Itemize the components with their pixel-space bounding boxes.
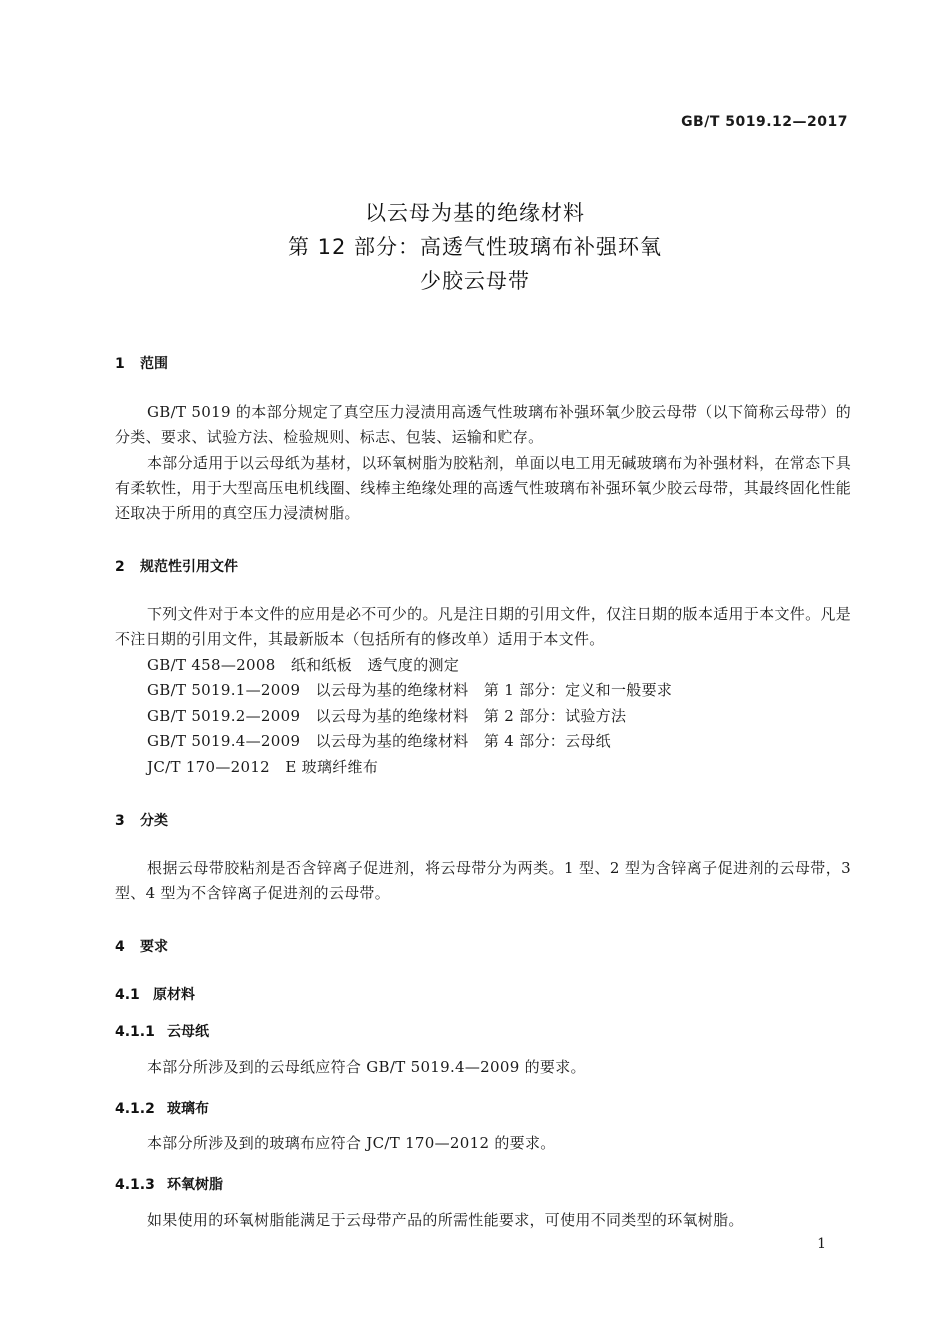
section-number: 4.1.2 (115, 1101, 155, 1117)
section-3-paragraph-1: 根据云母带胶粘剂是否含锌离子促进剂，将云母带分为两类。1 型、2 型为含锌离子促进剂的云母带，3 型、4 型为不含锌离子促进剂的云母带。 (115, 859, 851, 902)
section-title: 范围 (140, 356, 168, 372)
page-number: 1 (817, 1236, 826, 1252)
reference-item: GB/T 5019.2—2009 以云母为基的绝缘材料 第 2 部分：试验方法 (147, 707, 627, 725)
section-4-1-3-paragraph: 如果使用的环氧树脂能满足于云母带产品的所需性能要求，可使用不同类型的环氧树脂。 (147, 1211, 744, 1229)
section-1-paragraph-2: 本部分适用于以云母纸为基材，以环氧树脂为胶粘剂，单面以电工用无碱玻璃布为补强材料，在常态下具有柔软性，用于大型高压电机线圈、线棒主绝缘处理的高透气性玻璃布补强环氧少胶云母带，其最终固化性能还取决于所用的真空压力浸渍树脂。 (115, 454, 851, 522)
reference-item: GB/T 458—2008 纸和纸板 透气度的测定 (147, 656, 460, 674)
section-number: 4 (115, 939, 125, 955)
section-4-1-1-paragraph: 本部分所涉及到的云母纸应符合 GB/T 5019.4—2009 的要求。 (147, 1058, 586, 1076)
section-number: 1 (115, 356, 125, 372)
title-line-3: 少胶云母带 (420, 269, 530, 293)
section-4-1-2-paragraph: 本部分所涉及到的玻璃布应符合 JC/T 170—2012 的要求。 (147, 1134, 556, 1152)
standard-code: GB/T 5019.12—2017 (681, 114, 848, 130)
section-1-heading (115, 353, 168, 373)
section-4-1-3-heading (115, 1174, 223, 1194)
section-4-1-1-heading (115, 1021, 209, 1041)
section-title: 原材料 (153, 987, 195, 1003)
section-title: 云母纸 (167, 1024, 209, 1040)
section-4-1-heading (115, 984, 195, 1004)
title-line-2: 第 12 部分：高透气性玻璃布补强环氧 (287, 235, 663, 259)
title-line-1: 以云母为基的绝缘材料 (365, 201, 585, 225)
section-1-paragraph-1: GB/T 5019 的本部分规定了真空压力浸渍用高透气性玻璃布补强环氧少胶云母带（以下简称云母带）的分类、要求、试验方法、检验规则、标志、包装、运输和贮存。 (115, 403, 851, 446)
section-number: 4.1.1 (115, 1024, 155, 1040)
section-number: 3 (115, 813, 125, 829)
section-number: 2 (115, 559, 125, 575)
section-2-paragraph-1: 下列文件对于本文件的应用是必不可少的。凡是注日期的引用文件，仅注日期的版本适用于本文件。凡是不注日期的引用文件，其最新版本（包括所有的修改单）适用于本文件。 (115, 605, 851, 648)
reference-item: GB/T 5019.4—2009 以云母为基的绝缘材料 第 4 部分：云母纸 (147, 732, 611, 750)
section-3-heading (115, 810, 168, 830)
reference-item: JC/T 170—2012 E 玻璃纤维布 (147, 758, 379, 776)
section-title: 分类 (140, 813, 168, 829)
section-number: 4.1.3 (115, 1177, 155, 1193)
section-4-heading (115, 936, 168, 956)
section-title: 要求 (140, 939, 168, 955)
section-title: 规范性引用文件 (140, 559, 238, 575)
section-number: 4.1 (115, 987, 140, 1003)
document-title (0, 196, 950, 298)
reference-item: GB/T 5019.1—2009 以云母为基的绝缘材料 第 1 部分：定义和一般要求 (147, 681, 673, 699)
section-title: 玻璃布 (167, 1101, 209, 1117)
section-2-heading (115, 556, 238, 576)
section-title: 环氧树脂 (167, 1177, 223, 1193)
section-4-1-2-heading (115, 1098, 209, 1118)
